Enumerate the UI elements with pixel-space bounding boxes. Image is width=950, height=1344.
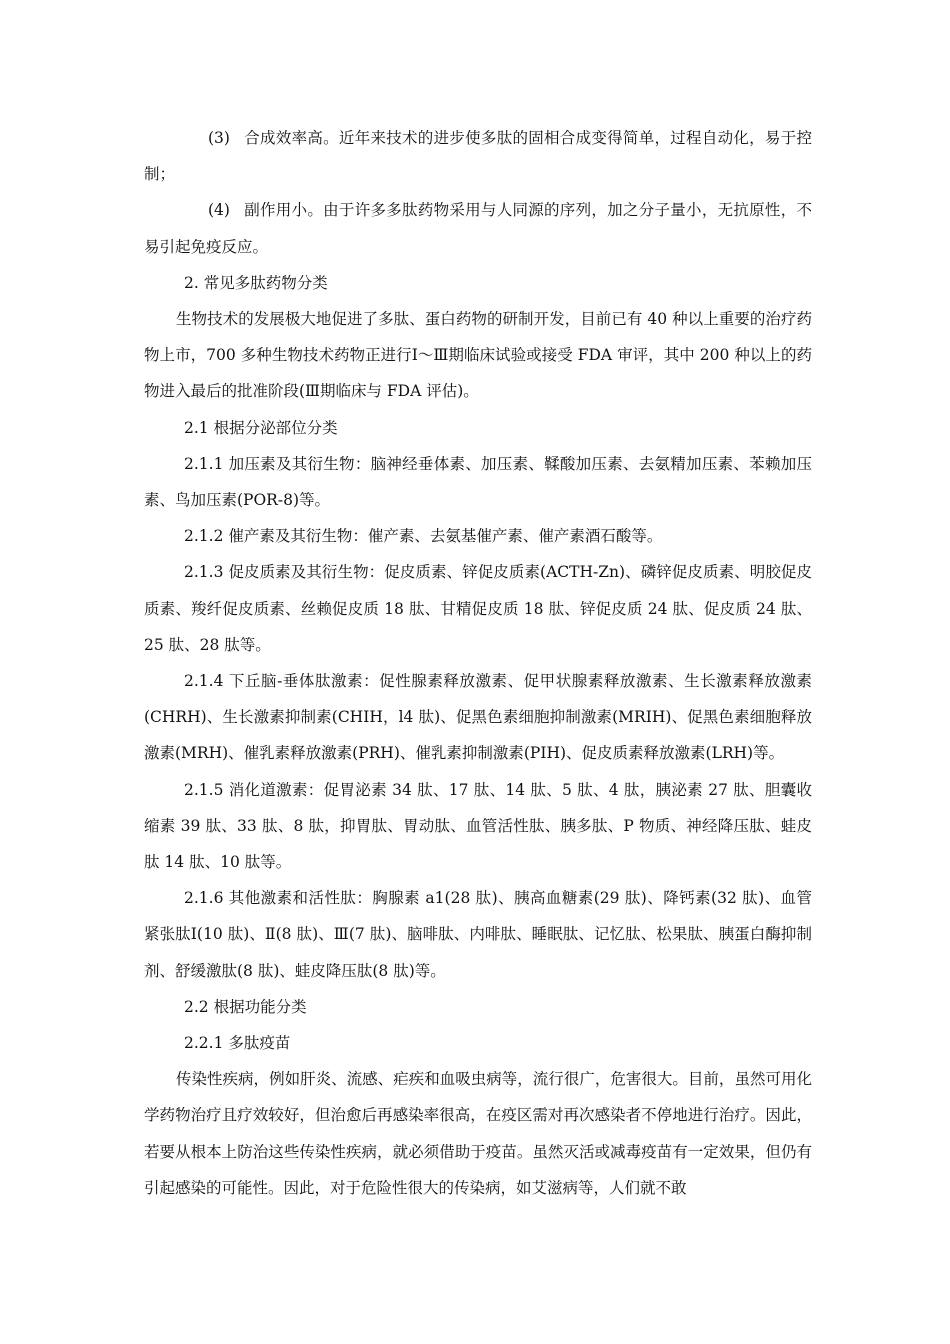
paragraph-2-1-1: 2.1.1 加压素及其衍生物：脑神经垂体素、加压素、鞣酸加压素、去氨精加压素、苯赖加压素、鸟加压素(POR-8)等。 bbox=[144, 454, 812, 510]
section-heading-2-1: 2.1 根据分泌部位分类 bbox=[184, 418, 338, 437]
paragraph-2-1-4: 2.1.4 下丘脑-垂体肽激素：促性腺素释放激素、促甲状腺素释放激素、生长激素释放激素(CHRH)、生长激素抑制素(CHIH，l4 肽)、促黑色素细胞抑制激素(MRIH)、促黑色素细胞释放激素(MRH)、催乳素释放激素(PRH)、催乳素抑制激素(PIH)、促皮质素释放激素(LRH)等。 bbox=[144, 672, 812, 763]
paragraph-2-1-2: 2.1.2 催产素及其衍生物：催产素、去氨基催产素、催产素酒石酸等。 bbox=[184, 527, 663, 546]
section-heading-2-2-1: 2.2.1 多肽疫苗 bbox=[184, 1034, 291, 1053]
paragraph-vaccine: 传染性疾病，例如肝炎、流感、疟疾和血吸虫病等，流行很广，危害很大。目前，虽然可用化学药物治疗且疗效较好，但治愈后再感染率很高，在疫区需对再次感染者不停地进行治疗。因此，若要从根本上防治这些传染性疾病，就必须借助于疫苗。虽然灭活或减毒疫苗有一定效果，但仍有引起感染的可能性。因此，对于危险性很大的传染病，如艾滋病等，人们就不敢 bbox=[144, 1070, 812, 1197]
paragraph-text: 副作用小。由于许多多肽药物采用与人同源的序列，加之分子量小，无抗原性，不易引起免疫反应。 bbox=[144, 201, 812, 256]
paragraph-advantage-3 bbox=[144, 120, 812, 192]
paragraph-text: 合成效率高。近年来技术的进步使多肽的固相合成变得简单，过程自动化，易于控制； bbox=[144, 129, 812, 184]
paragraph-2-1-3: 2.1.3 促皮质素及其衍生物：促皮质素、锌促皮质素(ACTH-Zn)、磷锌促皮质素、明胶促皮质素、羧纤促皮质素、丝赖促皮质 18 肽、甘精促皮质 18 肽、锌促皮质 24 肽、促皮质 24 肽、25 肽、28 肽等。 bbox=[144, 563, 812, 654]
list-number: (3) bbox=[208, 129, 230, 147]
paragraph-advantage-4 bbox=[144, 192, 812, 264]
section-heading-2: 2. 常见多肽药物分类 bbox=[184, 273, 328, 292]
paragraph-2-1-5: 2.1.5 消化道激素：促胃泌素 34 肽、17 肽、14 肽、5 肽、4 肽，胰泌素 27 肽、胆囊收缩素 39 肽、33 肽、8 肽，抑胃肽、胃动肽、血管活性肽、胰多肽、P 物质、神经降压肽、蛙皮肽 14 肽、10 肽等。 bbox=[144, 780, 812, 872]
paragraph-intro: 生物技术的发展极大地促进了多肽、蛋白药物的研制开发，目前已有 40 种以上重要的治疗药物上市，700 多种生物技术药物正进行Ⅰ～Ⅲ期临床试验或接受 FDA 审评，其中 200 种以上的药物进入最后的批准阶段(Ⅲ期临床与 FDA 评估)。 bbox=[144, 310, 812, 401]
section-heading-2-2: 2.2 根据功能分类 bbox=[184, 997, 307, 1016]
paragraph-2-1-6: 2.1.6 其他激素和活性肽：胸腺素 a1(28 肽)、胰高血糖素(29 肽)、降钙素(32 肽)、血管紧张肽Ⅰ(10 肽)、Ⅱ(8 肽)、Ⅲ(7 肽)、脑啡肽、内啡肽、睡眠肽、记忆肽、松果肽、胰蛋白酶抑制剂、舒缓激肽(8 肽)、蛙皮降压肽(8 肽)等。 bbox=[144, 889, 812, 980]
document-body bbox=[144, 120, 812, 1206]
list-number: (4) bbox=[208, 201, 230, 220]
